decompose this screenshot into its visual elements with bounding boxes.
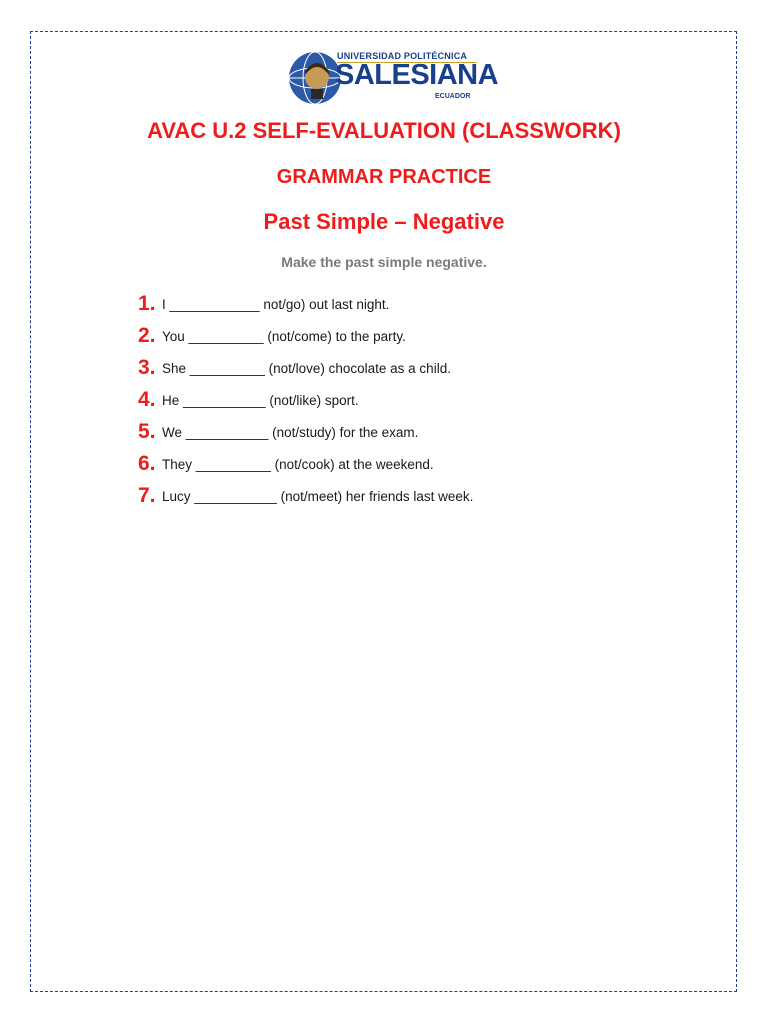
exercise-item — [138, 480, 473, 512]
exercise-item — [138, 288, 473, 320]
topic-title: Past Simple – Negative — [263, 209, 505, 234]
exercise-number: 3. — [138, 356, 156, 379]
exercise-sentence: You __________ (not/come) to the party. — [162, 328, 406, 344]
exercise-list — [138, 288, 473, 512]
exercise-item — [138, 416, 473, 448]
exercise-number: 1. — [138, 292, 156, 315]
exercise-item — [138, 448, 473, 480]
exercise-number: 4. — [138, 388, 156, 411]
exercise-sentence: He ___________ (not/like) sport. — [162, 392, 359, 408]
page-title: AVAC U.2 SELF-EVALUATION (CLASSWORK) — [147, 118, 621, 143]
exercise-sentence: They __________ (not/cook) at the weekend. — [162, 456, 434, 472]
exercise-sentence: We ___________ (not/study) for the exam. — [162, 424, 419, 440]
university-logo — [287, 45, 499, 107]
section-title: GRAMMAR PRACTICE — [276, 166, 492, 188]
exercise-sentence: I ____________ not/go) out last night. — [162, 296, 390, 312]
exercise-item — [138, 320, 473, 352]
exercise-item — [138, 384, 473, 416]
logo-country-text: ECUADOR — [435, 93, 471, 100]
logo-name-text: SALESIANA — [335, 59, 499, 91]
exercise-number: 7. — [138, 484, 156, 507]
logo-university-text: UNIVERSIDAD POLITÉCNICA — [337, 51, 468, 61]
exercise-item — [138, 352, 473, 384]
instructions-text: Make the past simple negative. — [281, 254, 487, 270]
exercise-number: 5. — [138, 420, 156, 443]
exercise-number: 2. — [138, 324, 156, 347]
exercise-number: 6. — [138, 452, 156, 475]
exercise-sentence: She __________ (not/love) chocolate as a child. — [162, 360, 451, 376]
exercise-sentence: Lucy ___________ (not/meet) her friends last week. — [162, 488, 474, 504]
